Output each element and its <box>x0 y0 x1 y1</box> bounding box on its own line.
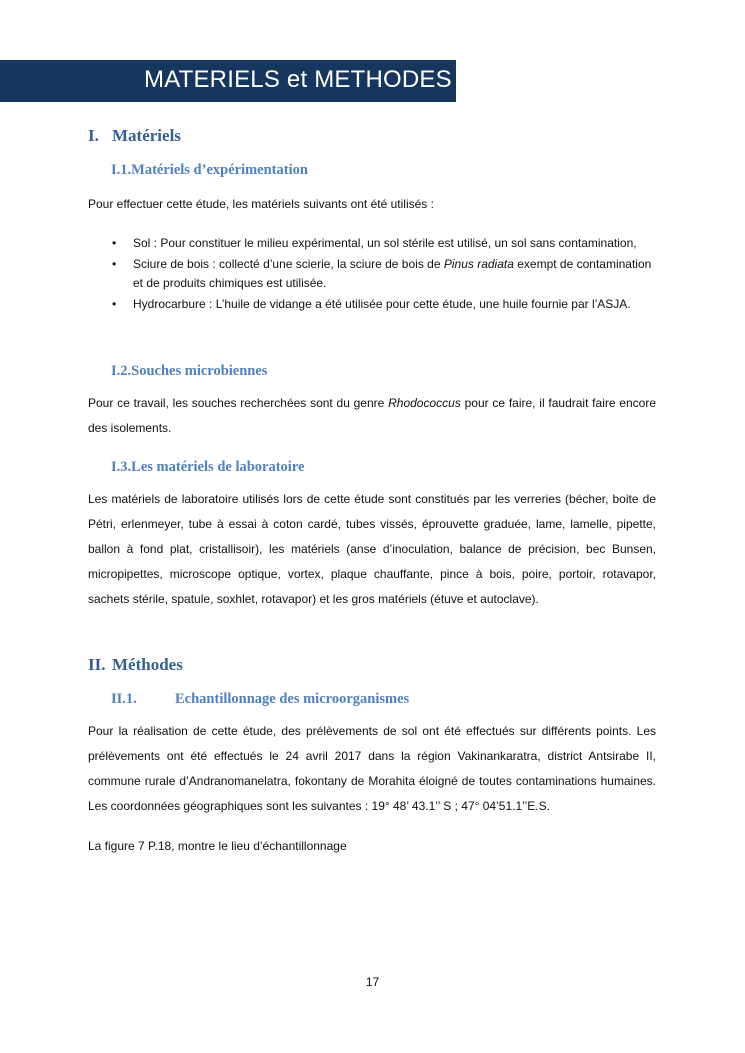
bullet-icon: • <box>112 297 117 311</box>
genus-name: Rhodococcus <box>388 396 461 410</box>
materials-list <box>88 234 656 316</box>
bullet-icon: • <box>112 236 117 250</box>
section-title: Méthodes <box>112 655 183 674</box>
figure-reference: La figure 7 P.18, montre le lieu d’échantillonnage <box>88 839 347 853</box>
subsection-heading-laboratoire <box>111 459 304 476</box>
paragraph-text: Pour ce travail, les souches recherchées sont du genre <box>88 396 389 410</box>
page-number: 17 <box>365 975 380 989</box>
intro-paragraph: Pour effectuer cette étude, les matériels suivants ont été utilisés : <box>88 197 434 211</box>
section-heading-methodes <box>88 655 183 675</box>
list-item <box>88 295 656 314</box>
subsection-number: II.1. <box>111 691 137 707</box>
subsection-heading-echantillonnage <box>111 691 409 708</box>
list-item-text-continued: exempt de contamination et de produits chimiques est utilisée. <box>133 257 652 290</box>
subsection-number: I.3. <box>111 459 132 475</box>
chapter-banner <box>0 60 456 102</box>
species-name: Pinus radiata <box>443 257 514 271</box>
chapter-title: MATERIELS et METHODES <box>144 66 452 93</box>
echantillonnage-paragraph: Pour la réalisation de cette étude, des prélèvements de sol ont été effectués sur différents points. Les prélèvements ont été effectués le 24 avril 2017 dans la région Vakinankaratra, district Antsirabe II, commune rurale d’Andranomanelatra, fokontany de Morahita éloigné de toutes contaminations humaines. Les coordonnées géographiques sont les suivantes : 19° 48’ 43.1’’ S ; 47° 04’51.1’’E.S. <box>88 724 656 813</box>
list-item-text: Hydrocarbure : L’huile de vidange a été utilisée pour cette étude, une huile fournie par l’ASJA. <box>133 297 631 311</box>
section-title: Matériels <box>112 126 181 145</box>
subsection-title: Matériels d’expérimentation <box>131 162 308 178</box>
bullet-icon: • <box>112 257 117 271</box>
souches-paragraph <box>88 391 656 441</box>
subsection-heading-souches <box>111 363 267 380</box>
subsection-title: Souches microbiennes <box>131 363 268 379</box>
list-item-text: Sol : Pour constituer le milieu expérimental, un sol stérile est utilisé, un sol sans contamination, <box>133 236 637 250</box>
section-heading-materiels <box>88 126 181 146</box>
subsection-heading-experimentation <box>111 162 308 179</box>
section-number: I. <box>88 126 99 145</box>
paragraph-text-continued: pour ce faire, il faudrait faire encore des isolements. <box>88 396 656 435</box>
subsection-number: I.1. <box>111 162 132 178</box>
list-item-text: Sciure de bois : collecté d’une scierie, la sciure de bois de <box>133 257 444 271</box>
list-item <box>88 255 656 293</box>
section-number: II. <box>88 655 106 674</box>
list-item <box>88 234 656 253</box>
laboratoire-paragraph: Les matériels de laboratoire utilisés lors de cette étude sont constitués par les verreries (bécher, boite de Pétri, erlenmeyer, tube à essai à coton cardé, tubes vissés, éprouvette graduée, lame, lamelle, pipette, ballon à fond plat, cristallisoir), les matériels (anse d’inoculation, balance de précision, bec Bunsen, micropipettes, microscope optique, vortex, plaque chauffante, pince à bois, poire, portoir, rotavapor, sachets stérile, spatule, soxhlet, rotavapor) et les gros matériels (étuve et autoclave). <box>88 492 656 606</box>
subsection-title: Echantillonnage des microorganismes <box>175 691 410 707</box>
subsection-title: Les matériels de laboratoire <box>131 459 305 475</box>
subsection-number: I.2. <box>111 363 132 379</box>
